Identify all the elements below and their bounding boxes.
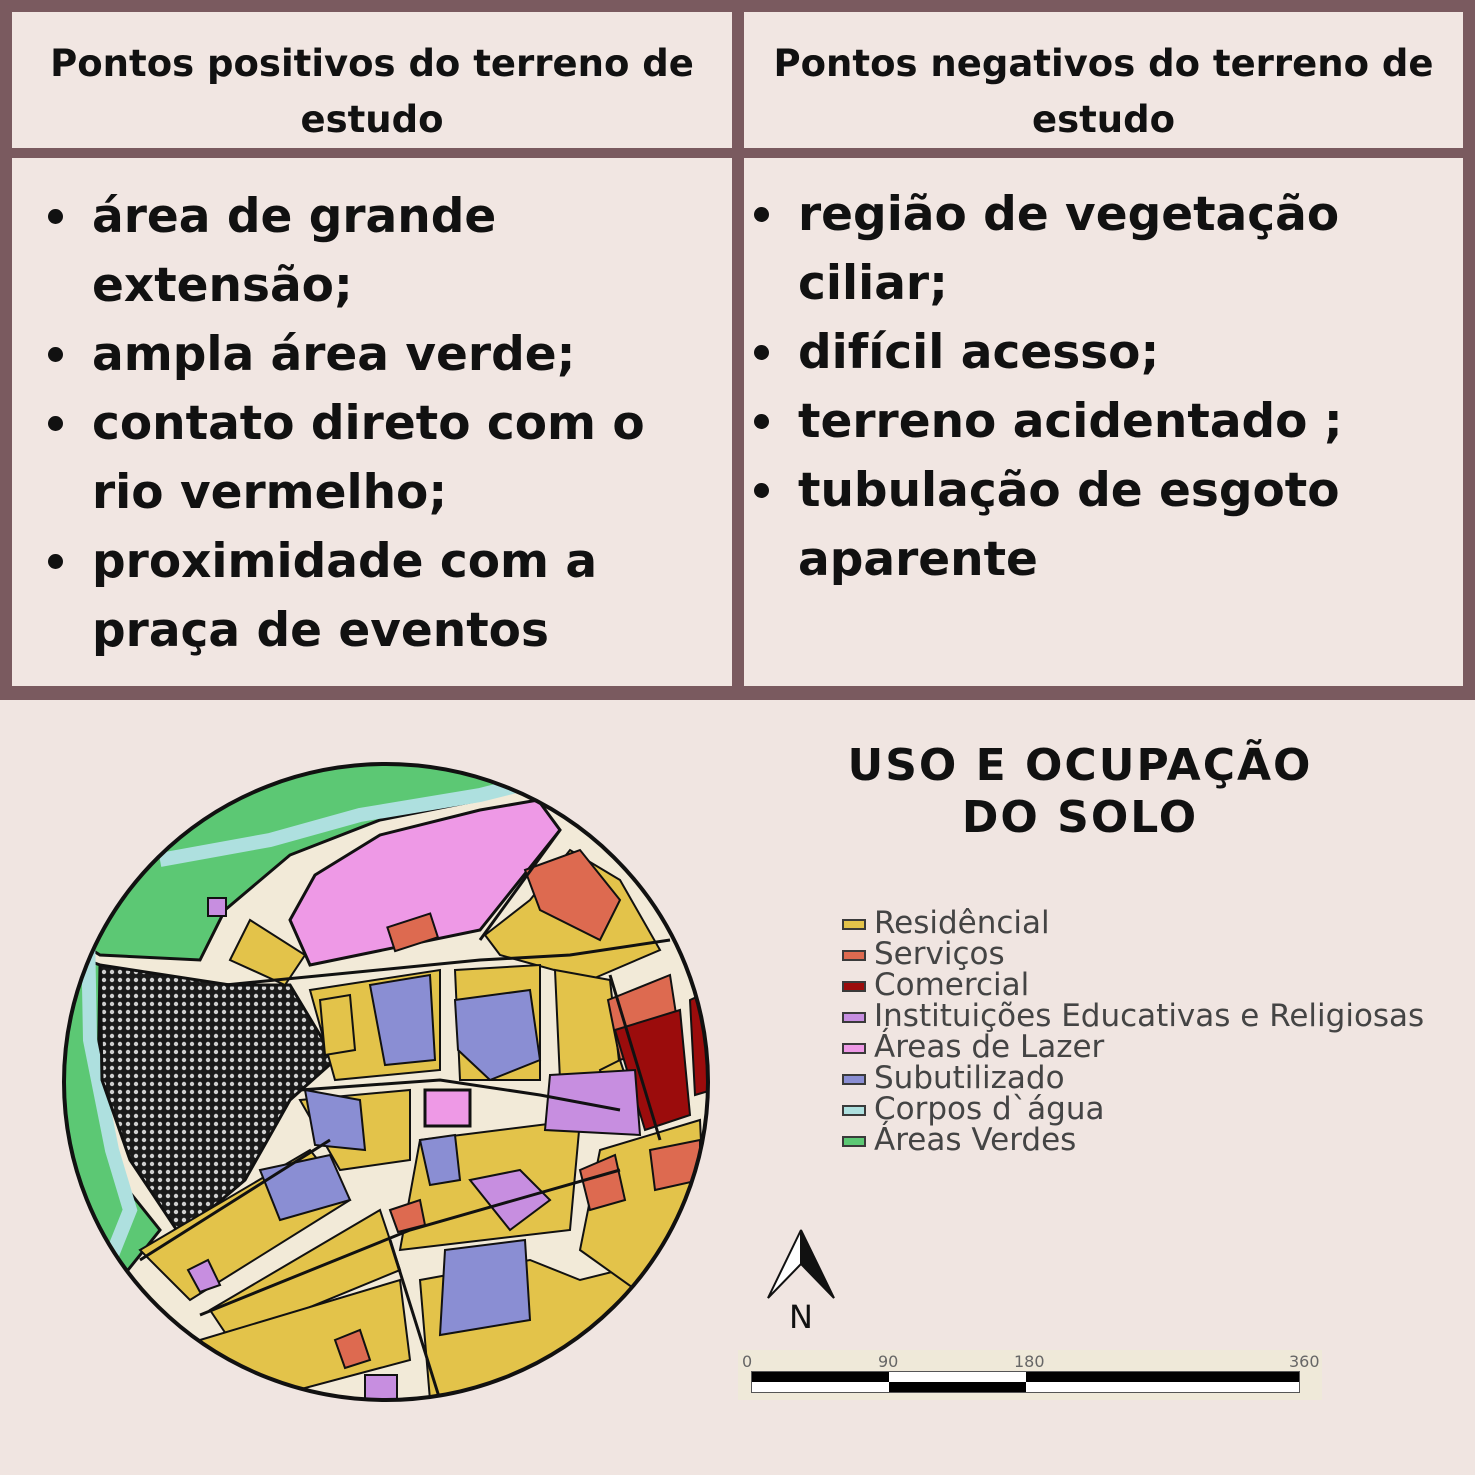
scale-tick-label: 180 (1014, 1352, 1045, 1371)
negative-item: difícil acesso; (748, 318, 1463, 387)
positive-item: área de grande extensão; (42, 182, 732, 320)
negative-item: tubulação de esgoto aparente (748, 456, 1463, 594)
legend-label: Corpos d`água (874, 1091, 1105, 1127)
scale-tick-label: 90 (878, 1352, 899, 1371)
legend-swatch (842, 1105, 866, 1116)
residential-block (555, 970, 620, 1080)
scale-segment (889, 1382, 1026, 1392)
scale-bar-graphic (751, 1371, 1300, 1393)
legend-label: Residêncial (874, 905, 1050, 941)
scale-segment (1026, 1372, 1299, 1382)
scale-tick-label: 0 (742, 1352, 753, 1371)
negative-list (748, 180, 1463, 594)
negative-item: terreno acidentado ; (748, 387, 1463, 456)
negative-body-cell (744, 158, 1463, 686)
legend-label: Áreas Verdes (874, 1122, 1077, 1158)
north-arrow-icon (764, 1226, 838, 1306)
land-use-map (60, 760, 712, 1406)
underused-block (305, 1090, 365, 1150)
positive-item: contato direto com o rio vermelho; (42, 389, 732, 527)
scale-tick-label: 360 (1289, 1352, 1320, 1371)
legend-swatch (842, 1012, 866, 1023)
negative-title: Pontos negativos do terreno de estudo (773, 42, 1434, 141)
institutional-block (208, 898, 226, 916)
legend-label: Serviços (874, 936, 1005, 972)
comparison-table (0, 0, 1475, 700)
positive-header-cell (12, 12, 732, 148)
positive-item: ampla área verde; (42, 320, 732, 389)
underused-block (440, 1240, 530, 1335)
residential-block (320, 995, 355, 1055)
negative-item: região de vegetação ciliar; (748, 180, 1463, 318)
north-arrow (764, 1226, 838, 1338)
legend-swatch (842, 981, 866, 992)
positive-list (42, 182, 732, 665)
legend-label: Comercial (874, 967, 1030, 1003)
positive-title: Pontos positivos do terreno de estudo (50, 42, 694, 141)
leisure-area (425, 1090, 470, 1126)
legend-swatch (842, 1043, 866, 1054)
legend-label: Instituições Educativas e Religiosas (874, 998, 1425, 1034)
map-title: USO E OCUPAÇÃO DO SOLO (847, 740, 1313, 843)
institutional-block (365, 1375, 397, 1400)
legend-label: Áreas de Lazer (874, 1029, 1105, 1065)
north-label: N (789, 1298, 813, 1336)
legend-swatch (842, 1136, 866, 1147)
legend-swatch (842, 919, 866, 930)
positive-body-cell (12, 158, 732, 686)
positive-item: proximidade com a praça de eventos (42, 527, 732, 665)
scale-bar (738, 1350, 1322, 1400)
negative-header-cell (744, 12, 1463, 148)
legend-label: Subutilizado (874, 1060, 1065, 1096)
scale-segment (752, 1372, 889, 1382)
institutional-block (545, 1070, 640, 1135)
legend-swatch (842, 1074, 866, 1085)
legend-swatch (842, 950, 866, 961)
